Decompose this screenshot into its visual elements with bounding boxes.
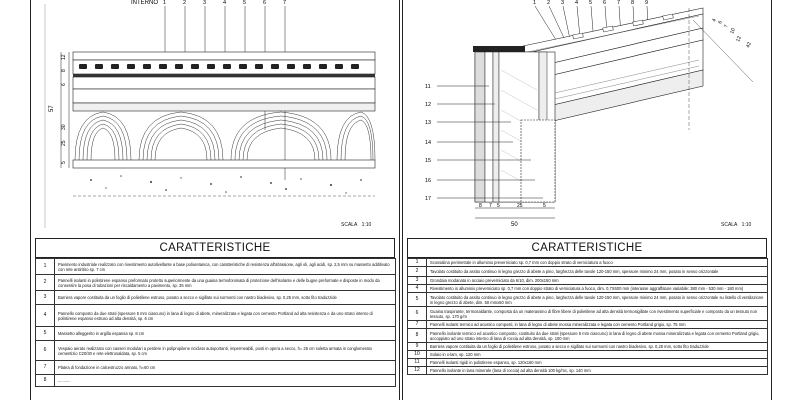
svg-text:10: 10	[729, 27, 737, 35]
slab-layer	[73, 103, 375, 111]
left-sheet	[30, 0, 400, 400]
svg-text:4: 4	[223, 0, 227, 6]
table-row: 12 Pannello isolante in lana minerale (lana di roccia) ad alta densità 100 kg/mc, sp. 140 mm	[408, 367, 768, 375]
svg-text:1: 1	[163, 0, 167, 6]
table-row: 1 Pavimento industriale realizzato con rivestimento autolivellante a base poliuretanica, con caratteristiche di resistenza all'abrasione, agli oli, agli acidi, sp. 2,5 mm su massetto additivato con rete antiritiro sp. 7 cm	[36, 259, 396, 275]
svg-text:6: 6	[61, 83, 67, 86]
top-callouts	[163, 0, 286, 6]
table-row: 3 Barriera vapore costituita da un foglio di polietilene estruso, posato a secco e sigillato sui sormonti con nastro biadesivo, sp. 0,25 mm, sotto fito traduzzide	[36, 291, 396, 305]
table-row: 10 Solaio in x-lam, sp. 120 mm	[408, 351, 768, 359]
top-callouts	[533, 0, 648, 6]
svg-text:3: 3	[561, 0, 565, 6]
table-row: 4 Pannello composto da due strati (spessore 5 mm ciascuno) in lana di legno di abete, mineralizzata e legata con cemento Portland ad alta resistenza e da uno strato interno di polistirene espanso estruso ad alta densità, sp. 6 cm	[36, 305, 396, 327]
right-sheet	[402, 0, 772, 400]
svg-text:8: 8	[61, 69, 67, 72]
svg-text:7: 7	[617, 0, 621, 6]
svg-text:12: 12	[735, 35, 743, 43]
legend-table	[35, 258, 396, 387]
table-row: 8 ...........	[36, 375, 396, 387]
svg-text:14: 14	[425, 140, 432, 146]
section-title: CARATTERISTICHE	[35, 238, 395, 258]
svg-text:7: 7	[283, 0, 287, 6]
svg-text:4: 4	[575, 0, 579, 6]
legend-table	[407, 258, 768, 375]
bottom-dimensions	[479, 203, 546, 228]
table-row: 1 Scossalina perimetrale in alluminio preverniciato sp. 0,7 mm con doppio strato di verniciatura a fuoco	[408, 259, 768, 267]
svg-text:5: 5	[243, 0, 247, 6]
screed-layer	[73, 89, 375, 103]
svg-text:6: 6	[603, 0, 607, 6]
svg-text:6: 6	[717, 20, 724, 25]
svg-text:5: 5	[497, 203, 500, 209]
table-row: 6 Vespaio aerato realizzato con casseri modulari a perdere in polipropilene riciclato autoportanti, impermeabili, posti in opera a secco, h= 25 cm soletta armata in conglomerato cementizio C20/30 e rete elettrosaldata, sp. 5 cm	[36, 341, 396, 361]
section-title: CARATTERISTICHE	[407, 238, 767, 258]
svg-text:13: 13	[425, 120, 432, 126]
table-row: 2 Tavolato costituito da assito continuo in legno grezzo di abete a pino, larghezza delle tavole 120-150 mm, spessore minimo 24 mm, posato in senso orizzontale	[408, 267, 768, 277]
foundation-layer	[73, 160, 375, 168]
dim-total: 57	[49, 105, 55, 112]
svg-text:3: 3	[203, 0, 207, 6]
table-row: 8 Pannello isolante termico ed acustico composto, costituito da due strati (spessore 5 mm ciascuno) in lana di legno di abete mossa mineralizzata e legata con cemento Portland grigio, accoppiato ad uno strato interno di lana di roccia ad alta densità, sp. 100 mm	[408, 329, 768, 343]
svg-text:7: 7	[723, 24, 730, 29]
table-row: 9 Barriera vapore costituita da un foglio di polietilene estruso, posato a secco e sigillato sui sormonti con nastro biadesivo, sp. 0,25 mm, sotto fito traduzzide	[408, 343, 768, 351]
svg-text:8: 8	[631, 0, 635, 6]
floor-finish-layer	[73, 52, 375, 60]
table-row: 5 Tavolato costituito da assito continuo in legno grezzo di abete a pino, larghezza delle tavole 120-150 mm, spessore minimo 24 mm, posato in senso orizzontale su listello di ventilazione in legno grezzo di abete, dim. 50 mmx50 mm	[408, 293, 768, 307]
svg-text:11: 11	[425, 84, 431, 90]
svg-text:50: 50	[511, 222, 518, 228]
svg-text:2: 2	[183, 0, 187, 6]
svg-text:25: 25	[517, 203, 523, 209]
table-row: 7 Platea di fondazione in calcestruzzo armato, h=60 cm	[36, 361, 396, 375]
svg-text:5: 5	[589, 0, 593, 6]
floor-section-drawing	[31, 0, 399, 228]
roof-eave-section-drawing	[403, 0, 771, 228]
side-callouts	[425, 84, 431, 202]
svg-text:12: 12	[61, 54, 67, 60]
table-row: 7 Pannelli isolanti termico ad acustico composti, in lana di legno di abete mossa mineralizzata e legata con cemento Portland grigio, sp. 75 mm	[408, 321, 768, 329]
svg-text:5: 5	[61, 161, 67, 164]
scale-note: SCALA 1:10	[721, 222, 752, 228]
interno-label: INTERNO	[131, 0, 158, 6]
table-row: 2 Pannelli isolanti in polistirene espanso preformato protetto superiormente da una guaina termofonimata di protezione dell'isolante e delle bugne preformate e disposte in modo da consentire la posa di tubazioni per riscaldamento a pavimento, sp. 35 mm	[36, 275, 396, 291]
svg-text:15: 15	[425, 158, 432, 164]
gravel-fill	[90, 175, 362, 194]
igloo-formwork	[75, 112, 375, 160]
svg-text:25: 25	[61, 140, 67, 146]
svg-text:8: 8	[479, 203, 482, 209]
svg-text:30: 30	[61, 124, 67, 130]
svg-text:42: 42	[745, 41, 753, 49]
table-row: 6 Guaina traspirante, termosaldante, composta da un materassino di fibre libere di polietilene ad alta densità termosigillate con rivestimento superficiale e composto da un tessuto non tessuto, sp. 170 g/m	[408, 307, 768, 321]
table-row: 11 Pannelli isolanti rigidi in polistirene espanso, sp. 120x160 mm	[408, 359, 768, 367]
wood-wool-panel-layer	[73, 77, 375, 89]
scale-note: SCALA 1:10	[341, 222, 372, 228]
parapet-cap	[473, 46, 525, 52]
svg-text:6: 6	[263, 0, 267, 6]
svg-text:9: 9	[645, 0, 649, 6]
table-row: 4 Rivestimento in alluminio preverniciato sp. 0,7 mm con doppio strato di verniciatura a fuoco, dim. 0,7X600 mm (interasse aggraffature variabile: 380 mm - 530 mm - 180 mm)	[408, 285, 768, 293]
svg-text:2: 2	[547, 0, 551, 6]
svg-text:4: 4	[711, 18, 718, 23]
right-dimensions	[711, 18, 753, 49]
svg-text:17: 17	[425, 196, 432, 202]
svg-text:12: 12	[425, 102, 432, 108]
svg-text:16: 16	[425, 178, 432, 184]
table-row: 5 Massetto alleggerito in argilla espansa sp. 8 cm	[36, 327, 396, 341]
table-row: 3 Grondaia modanata in acciaio preverniciato da 6/10, dim. 200x150 mm	[408, 277, 768, 285]
vapour-barrier-layer	[73, 74, 375, 77]
column	[521, 120, 555, 202]
svg-text:7: 7	[489, 203, 492, 209]
svg-text:5: 5	[543, 203, 546, 209]
svg-text:1: 1	[533, 0, 537, 6]
